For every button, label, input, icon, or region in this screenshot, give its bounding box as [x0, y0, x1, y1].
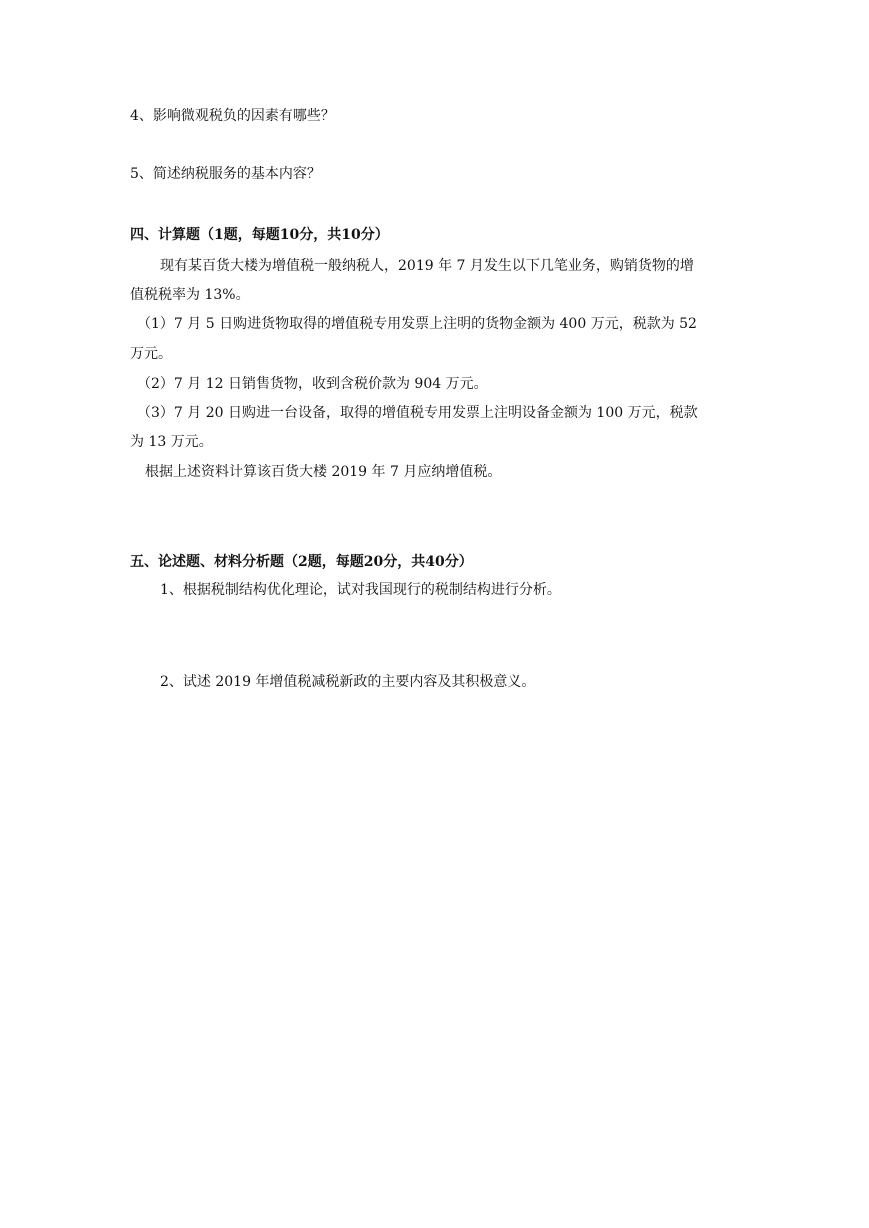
section-4-question: 根据上述资料计算该百货大楼 2019 年 7 月应纳增值税。 — [145, 464, 502, 480]
section-5-question-1: 1、根据税制结构优化理论，试对我国现行的税制结构进行分析。 — [160, 582, 561, 598]
section-4-item-1-line-1: （1）7 月 5 日购进货物取得的增值税专用发票上注明的货物金额为 400 万元，税款为 52 — [137, 316, 697, 332]
section-4-intro-line-2: 值税税率为 13%。 — [130, 287, 250, 303]
section-5-heading: 五、论述题、材料分析题（2题，每题20分，共40分） — [130, 554, 473, 570]
section-4-item-2-line-1: （2）7 月 12 日销售货物，收到含税价款为 904 万元。 — [137, 376, 488, 392]
question-4: 4、影响微观税负的因素有哪些？ — [130, 108, 335, 124]
section-4-item-3-line-2: 为 13 万元。 — [130, 434, 213, 450]
section-4-item-1-line-2: 万元。 — [130, 346, 172, 362]
section-4-item-3-line-1: （3）7 月 20 日购进一台设备，取得的增值税专用发票上注明设备金额为 100 万元，税款 — [137, 405, 698, 421]
section-4-intro-line-1: 现有某百货大楼为增值税一般纳税人，2019 年 7 月发生以下几笔业务，购销货物的增 — [160, 258, 694, 274]
question-5: 5、简述纳税服务的基本内容？ — [130, 166, 321, 182]
section-4-heading: 四、计算题（1题，每题10分，共10分） — [130, 227, 389, 243]
section-5-question-2: 2、试述 2019 年增值税减税新政的主要内容及其积极意义。 — [160, 674, 536, 690]
